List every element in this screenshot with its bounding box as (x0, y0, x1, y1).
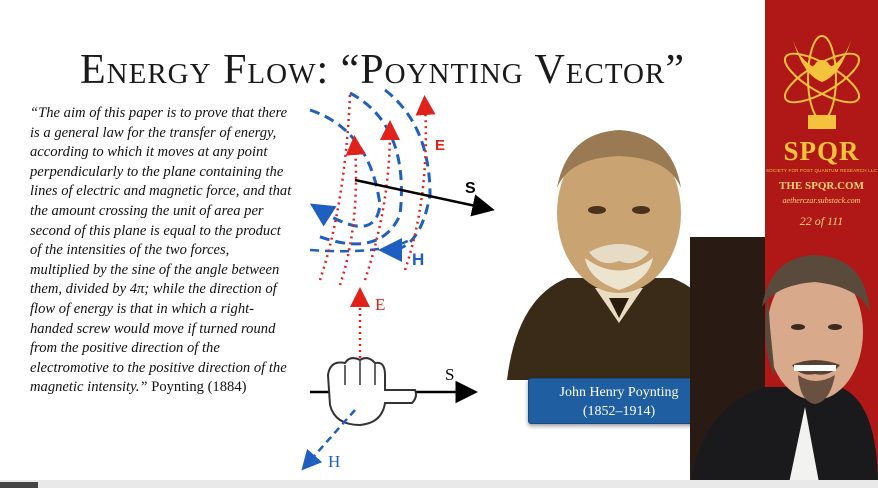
label-s-upper: S (465, 180, 476, 197)
magnetic-field-line (310, 240, 410, 251)
label-e-lower: E (375, 295, 386, 314)
label-h-lower: H (328, 452, 341, 471)
presenter-webcam (690, 237, 878, 488)
electric-field-line (340, 145, 356, 285)
quote-text: “The aim of this paper is to prove that there is a general law for the transfer of energy, according to which it moves at any point perpendicularly to the plane containing the lines of electric and magnetic force, and that the amount crossing the unit of area per second of this plane is equal to the product of the intensities of the two forces, multiplied by the sine of the angle between them, divided by 4π; while the direction of flow of energy is that in which a right-handed screw would move if turned round from the positive direction of the electromotive to the positive direction of the magnetic intensity.” (30, 105, 292, 396)
portrait-years: (1852–1914) (582, 404, 656, 419)
society-name: SOCIETY FOR POST QUANTUM RESEARCH LLC (765, 168, 877, 173)
electric-field-line (365, 130, 390, 280)
page-counter: 22 of 111 (799, 214, 844, 228)
poynting-quote (30, 104, 292, 398)
label-e-upper: E (435, 137, 446, 154)
bottom-strip (0, 480, 878, 488)
magnetic-field-line (385, 90, 430, 250)
website-link[interactable]: THE SPQR.COM (779, 180, 864, 192)
poynting-vector-diagram (290, 85, 510, 480)
spqr-eagle-logo-icon (773, 20, 871, 136)
status-tag (0, 482, 38, 488)
right-hand-icon (328, 358, 416, 425)
portrait-name: John Henry Poynting (559, 385, 679, 400)
substack-link[interactable]: aetherczar.substack.com (782, 196, 861, 205)
label-h-upper: H (412, 250, 425, 269)
label-s-lower: S (445, 365, 455, 384)
quote-attribution: Poynting (1884) (151, 379, 247, 396)
slide-title: Energy Flow: “Poynting Vector” (80, 47, 685, 93)
spqr-logo-text: SPQR (783, 136, 860, 166)
portrait-nameplate (528, 378, 710, 424)
